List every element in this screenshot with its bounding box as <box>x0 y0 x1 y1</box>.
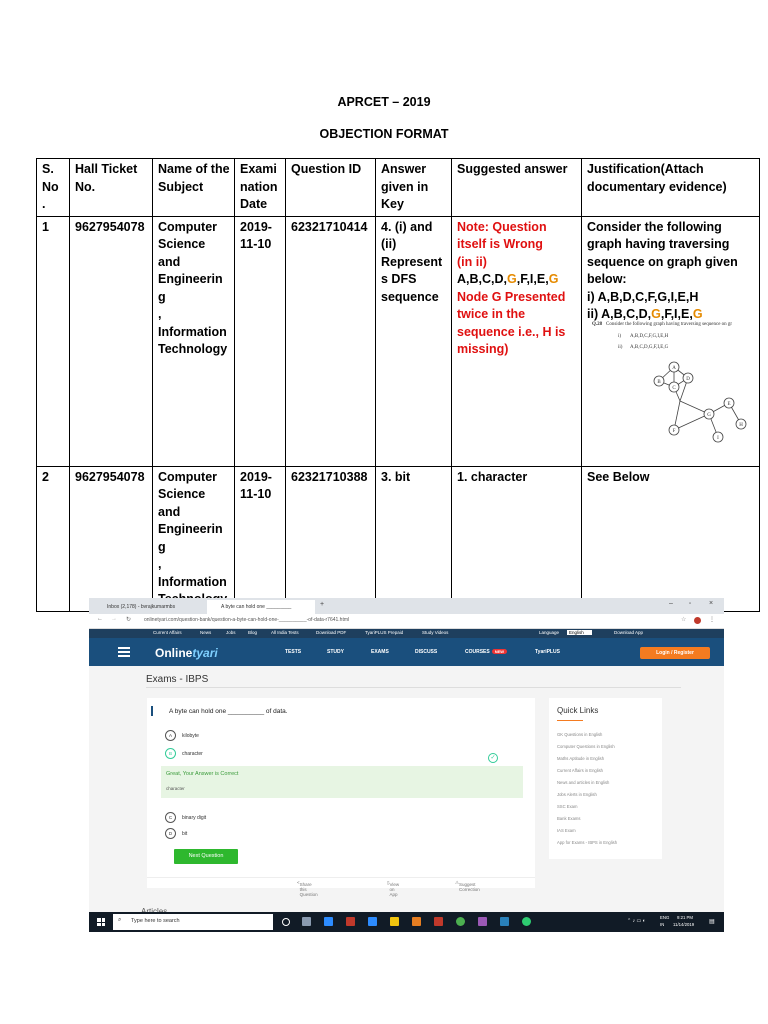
nav-exams[interactable]: EXAMS <box>371 649 389 655</box>
page-content <box>89 666 724 910</box>
nav-discuss[interactable]: DISCUSS <box>415 649 438 655</box>
page-title: Exams - IBPS <box>146 674 209 685</box>
new-badge: NEW <box>492 649 507 654</box>
quick-link[interactable]: News and articles in English <box>557 780 610 785</box>
language-label: Language <box>539 630 560 635</box>
quick-link[interactable]: Maths Aptitude in English <box>557 756 605 761</box>
row2-question-id: 62321710388 <box>286 466 376 611</box>
top-link[interactable]: Study Videos <box>422 630 449 635</box>
graph-node-c <box>669 382 679 392</box>
task-view-icon[interactable] <box>302 917 311 926</box>
browser-screenshot <box>89 598 724 932</box>
option-a[interactable]: A kilobyte <box>165 730 199 741</box>
graph-qnum: Q.28 <box>592 322 603 327</box>
graph-node-h <box>736 419 746 429</box>
row2-justification: See Below <box>582 466 760 611</box>
forward-icon[interactable]: → <box>111 616 117 622</box>
question-text: A byte can hold one __________ of data. <box>169 708 288 715</box>
graph-node-f <box>669 425 679 435</box>
row2-date: 2019-11-10 <box>235 466 286 611</box>
store-icon[interactable] <box>412 917 421 926</box>
svg-text:I: I <box>717 436 719 441</box>
row1-subject-sep: , <box>158 307 162 321</box>
tray-date[interactable]: 11/14/2019 <box>673 922 695 927</box>
quick-link[interactable]: Current Affairs in English <box>557 768 604 773</box>
quick-links-panel <box>549 698 662 859</box>
row1-suggested-in-ii: (in ii) <box>457 254 487 269</box>
back-icon[interactable]: ← <box>97 616 103 622</box>
graph-question: Consider the following graph having traversing sequence on gr <box>606 322 733 327</box>
row1-hall-ticket: 9627954078 <box>70 216 153 466</box>
row1-suggested-sequence: A,B,C,D,G,F,I,E,G <box>457 272 559 286</box>
question-card <box>147 698 535 897</box>
svg-text:A: A <box>672 366 676 371</box>
search-icon: ⌕ <box>118 917 122 923</box>
edge-icon[interactable] <box>324 917 333 926</box>
row1-suggested-note: Note: Question itself is Wrong <box>457 219 547 251</box>
row1-sno: 1 <box>37 216 70 466</box>
graph-node-e <box>724 398 734 408</box>
quick-links-title: Quick Links <box>557 706 599 715</box>
row1-date: 2019-11-10 <box>235 216 286 466</box>
nav-tyariplus[interactable]: TyariPLUS <box>535 649 560 655</box>
site-logo[interactable]: Onlinetyari <box>155 646 218 660</box>
row2-subject-b: Information <box>158 574 227 589</box>
svg-text:H: H <box>739 423 743 428</box>
header-subject: Name of the Subject <box>153 159 235 217</box>
top-link[interactable]: All India Tests <box>271 630 299 635</box>
correct-message: Great, Your Answer is Correct <box>166 771 239 777</box>
row2-subject <box>153 466 235 611</box>
svg-text:E: E <box>727 402 731 407</box>
mail-icon[interactable] <box>368 917 377 926</box>
top-link[interactable]: Jobs <box>226 630 236 635</box>
graph-node-i <box>713 432 723 442</box>
row2-subject-sep: , <box>158 557 162 571</box>
site-top-links <box>89 629 724 638</box>
row1-justification-line-i: i) A,B,D,C,F,G,I,E,H <box>587 289 699 304</box>
svg-text:C: C <box>672 386 676 391</box>
maximize-icon[interactable]: ▫ <box>689 601 692 607</box>
quick-link[interactable]: IAS Exam <box>557 828 576 833</box>
top-link[interactable]: Download PDF <box>316 630 347 635</box>
correct-answer-text: character <box>166 786 185 791</box>
reload-icon[interactable]: ↻ <box>126 617 132 623</box>
row1-answer-key: 4. (i) and (ii) Represents DFS sequence <box>376 216 452 466</box>
row2-suggested: 1. character <box>452 466 582 611</box>
svg-text:D: D <box>686 377 690 382</box>
header-question-id: Question ID <box>286 159 376 217</box>
download-app-link[interactable]: Download App <box>614 630 644 635</box>
quick-link[interactable]: GK Questions in English <box>557 732 603 737</box>
row2-hall-ticket: 9627954078 <box>70 466 153 611</box>
document-title: APRCET – 2019 <box>337 95 431 109</box>
language-select[interactable]: English <box>567 630 592 635</box>
nav-tests[interactable]: TESTS <box>285 649 302 655</box>
row2-answer-key: 3. bit <box>376 466 452 611</box>
option-c[interactable]: C binary digit <box>165 812 206 823</box>
graph-opt-i-label: i) <box>618 334 622 339</box>
quick-link[interactable]: SSC Exam <box>557 804 578 809</box>
tray-language[interactable]: ENG <box>660 915 670 920</box>
header-answer-key: Answer given in Key <box>376 159 452 217</box>
graph-opt-i: A,B,D,C,F,G,I,E,H <box>630 334 669 339</box>
tray-time[interactable]: 9:21 PM <box>677 915 694 920</box>
svg-text:B: B <box>657 380 661 385</box>
nav-study[interactable]: STUDY <box>327 649 344 655</box>
close-icon[interactable]: × <box>709 600 714 607</box>
graph-opt-ii-label: ii) <box>618 345 623 350</box>
graph-node-d <box>683 373 693 383</box>
check-icon: ✓ <box>488 753 498 763</box>
top-link[interactable]: Current Affairs <box>153 630 182 635</box>
graph-node-b <box>654 376 664 386</box>
top-link[interactable]: Blog <box>248 630 258 635</box>
quick-link[interactable]: Bank Exams <box>557 816 581 821</box>
row2-subject-a: Computer Science and Engineering <box>158 469 223 554</box>
address-bar[interactable] <box>89 614 724 629</box>
row1-subject-b: Information Technology <box>158 324 228 356</box>
url-text[interactable]: onlinetyari.com/question-bank/question-a-byte-can-hold-one-__________-of-data-r7641.html <box>144 617 350 623</box>
bookmark-star-icon[interactable]: ☆ <box>681 617 687 623</box>
top-link[interactable]: News <box>200 630 212 635</box>
quick-link[interactable]: Computer Questions in English <box>557 744 615 749</box>
tab-inbox[interactable]: Inbox (2,178) - bvrajkumarmbs <box>93 600 205 614</box>
row1-suggested <box>452 216 582 466</box>
svg-text:F: F <box>672 429 676 434</box>
suggest-correction-link[interactable]: ⚠ Suggest Correction <box>455 880 480 892</box>
file-explorer-icon[interactable] <box>390 917 399 926</box>
document-subtitle: OBJECTION FORMAT <box>319 127 449 141</box>
question-footer <box>147 877 535 897</box>
row1-justification-line-ii: ii) A,B,C,D,G,F,I,E,G <box>587 307 703 321</box>
next-question-button[interactable]: Next Question <box>174 849 238 864</box>
share-question-link[interactable]: < Share this Question <box>297 880 318 897</box>
menu-icon[interactable]: ⋮ <box>709 617 715 623</box>
row1-subject-a: Computer Science and Engineering <box>158 219 223 304</box>
windows-start-icon[interactable] <box>97 918 105 926</box>
tray-region[interactable]: IN <box>660 922 665 927</box>
graph-node-a <box>669 362 679 372</box>
app-icon[interactable] <box>478 917 487 926</box>
top-link[interactable]: TyariPLUS Prepaid <box>365 630 404 635</box>
tray-icons[interactable]: ⌃ ♪ ▭ ◐ <box>627 918 646 924</box>
app-icon[interactable] <box>500 917 509 926</box>
header-exam-date: Exami nation Date <box>235 159 286 217</box>
row1-subject <box>153 216 235 466</box>
nav-courses[interactable]: COURSES NEW <box>465 649 507 655</box>
tab-active-question[interactable]: A byte can hold one _________ <box>207 600 315 614</box>
row2-sno: 2 <box>37 466 70 611</box>
row1-justification-intro: Consider the following graph having traversing sequence on graph given below: <box>587 219 738 286</box>
notifications-icon[interactable]: ▤ <box>709 919 715 925</box>
hamburger-menu-icon[interactable] <box>118 647 130 659</box>
graph-opt-ii: A,B,C,D,G,F,I,E,G <box>630 345 669 350</box>
row1-suggested-node-note: Node G Presented twice in the sequence i.e., H is missing) <box>457 289 566 356</box>
chrome-icon[interactable] <box>456 917 465 926</box>
new-tab-icon[interactable]: + <box>320 601 325 608</box>
quick-link[interactable]: App for Exams - IBPS in English <box>557 840 618 845</box>
office-icon[interactable] <box>434 917 443 926</box>
graph-evidence-image <box>590 317 759 463</box>
avatar[interactable] <box>694 617 701 624</box>
app-icon[interactable] <box>346 917 355 926</box>
table-header-row <box>37 159 760 217</box>
view-on-app-link[interactable]: ▯ View on App <box>387 880 400 897</box>
windows-taskbar <box>89 912 724 932</box>
header-sno: S. No . <box>37 159 70 217</box>
quick-link[interactable]: Jobs Alerts in English <box>557 792 597 797</box>
browser-tab-bar <box>89 598 724 614</box>
graph-node-g <box>704 409 714 419</box>
site-main-nav <box>89 638 724 666</box>
correct-answer-box <box>161 766 523 798</box>
option-d[interactable]: D bit <box>165 828 187 839</box>
header-justification: Justification(Attach documentary evidence) <box>582 159 760 217</box>
minimize-icon[interactable]: – <box>669 600 673 607</box>
header-suggested-answer: Suggested answer <box>452 159 582 217</box>
header-hall-ticket: Hall Ticket No. <box>70 159 153 217</box>
svg-text:G: G <box>707 413 711 418</box>
whatsapp-icon[interactable] <box>522 917 531 926</box>
row1-question-id: 62321710414 <box>286 216 376 466</box>
taskbar-search-input[interactable]: ⌕ Type here to search <box>113 914 273 930</box>
login-register-button[interactable]: Login / Register <box>640 647 710 659</box>
cortana-icon[interactable] <box>282 918 290 926</box>
option-b[interactable]: B character <box>165 748 203 759</box>
table-row <box>37 466 760 611</box>
